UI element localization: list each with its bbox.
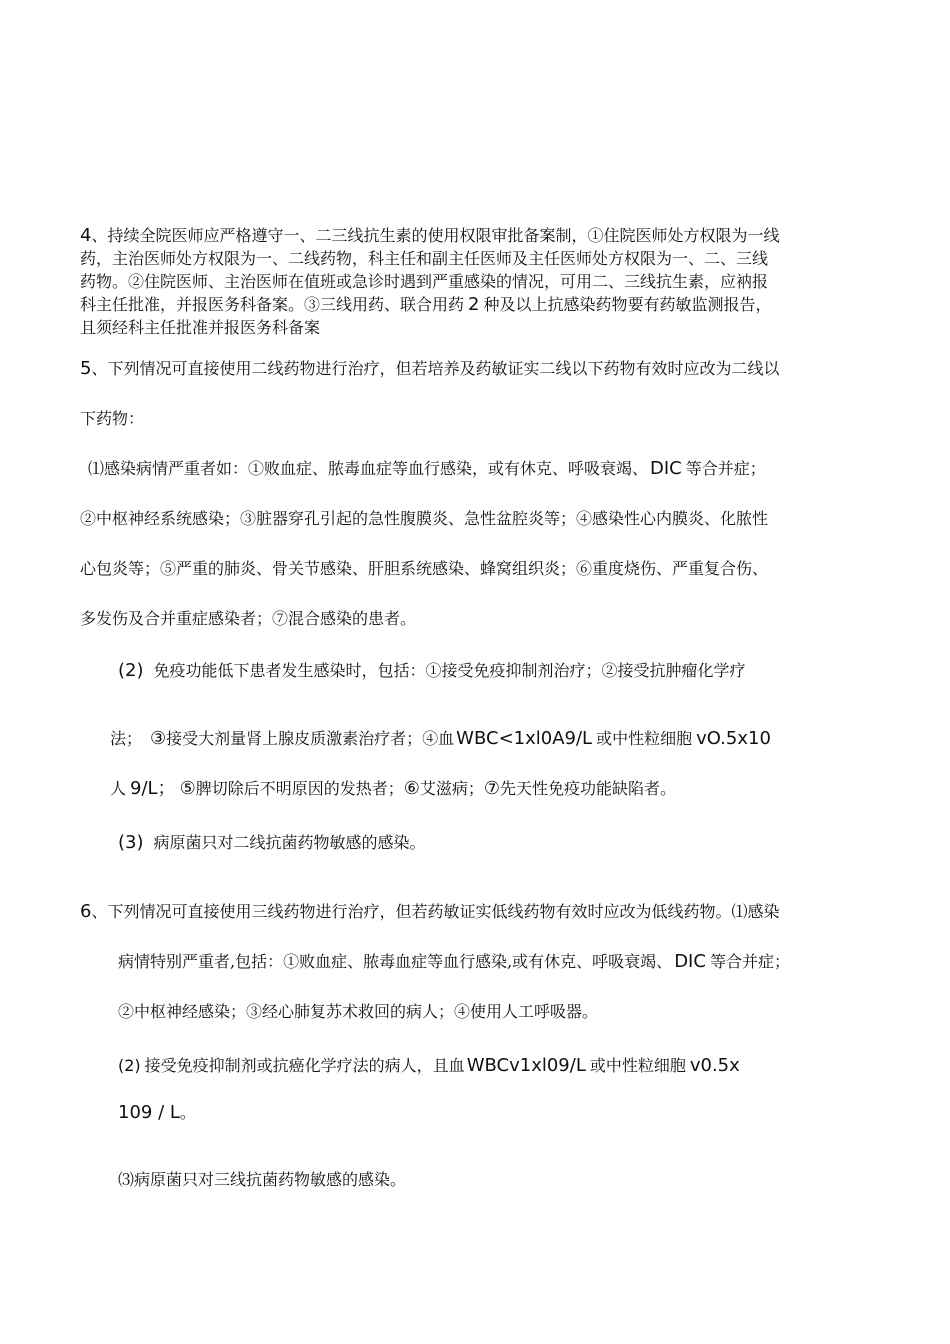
- section-5-item-2-l3e: ⑥: [403, 778, 420, 799]
- section-4-line-4-number: 2: [468, 294, 480, 315]
- section-5-item-1-dic: DIC: [650, 458, 682, 479]
- section-5-item-2-l2c: 接受大剂量肾上腺皮质激素治疗者；④血: [166, 729, 455, 748]
- section-5-text: 、下列情况可直接使用二线药物进行治疗，但若培养及药敏证实二线以下药物有效时应改为二线以: [91, 359, 780, 378]
- section-5-item-1-text: ⑴感染病情严重者如：①败血症、脓毒血症等血行感染，或有休克、呼吸衰竭、: [88, 459, 649, 478]
- section-5-item-1-line-2: ②中枢神经系统感染；③脏器穿孔引起的急性腹膜炎、急性盆腔炎等；④感染性心内膜炎、化脓性: [80, 509, 769, 528]
- section-4-text: 、持续全院医师应严格遵守一、二三线抗生素的使用权限审批备案制，①住院医师处方权限为一线: [91, 226, 780, 245]
- section-6-line-2-tail: 等合并症；: [709, 952, 790, 971]
- section-6-text: 、下列情况可直接使用三线药物进行治疗，但若药敏证实低线药物有效时应改为低线药物。⑴感染: [91, 902, 780, 921]
- section-5-item-2-l3a: 人: [110, 779, 127, 798]
- section-6-item-2-value: v0.5x: [689, 1055, 740, 1076]
- section-5-item-2-l2b: ③: [150, 728, 167, 749]
- section-6-item-2-unit: 109 / L: [118, 1102, 180, 1123]
- section-5-item-2-line-2: [110, 728, 771, 750]
- section-5-item-1-line-1: [88, 458, 766, 480]
- section-5-item-3-number: (3): [118, 832, 144, 853]
- section-4-line-3: 药物。②住院医师、主治医师在值班或急诊时遇到严重感染的情况，可用二、三线抗生素，应衲报: [80, 272, 769, 291]
- section-5-item-2-line-3: [110, 778, 676, 800]
- section-4-line-1: [80, 225, 779, 247]
- section-5-item-2-number: (2): [118, 660, 144, 681]
- section-6-line-2-text: 病情特别严重者,包括：①败血症、脓毒血症等血行感染,或有休克、呼吸衰竭、: [118, 952, 673, 971]
- section-5-item-2-l2f: vO.5x10: [696, 728, 771, 749]
- section-5-item-2-wbc: WBC<1xl0A9/L: [456, 728, 593, 749]
- section-4-line-4-tail: 种及以上抗感染药物要有药敏监测报告，: [483, 295, 772, 314]
- section-4-line-5: 且须经科主任批准并报医务科备案: [80, 318, 321, 337]
- section-6-line-2-dic: DIC: [674, 951, 706, 972]
- section-5-item-2-l3h: 先天性免疫功能缺陷者。: [500, 779, 677, 798]
- section-5-item-2-l3g: ⑦: [483, 778, 501, 799]
- section-6-line-1: [80, 901, 779, 923]
- section-5-line-1: [80, 358, 779, 380]
- section-6-item-3: ⑶病原菌只对三线抗菌药物敏感的感染。: [118, 1170, 407, 1189]
- section-5-item-2-line-1: [118, 660, 746, 682]
- section-6-item-2-wbc: WBCv1xl09/L: [466, 1055, 586, 1076]
- section-4-number: 4: [80, 225, 92, 246]
- section-5-item-3-text: 病原菌只对二线抗菌药物敏感的感染。: [153, 833, 426, 852]
- section-5-item-2-l3b: 9/L；: [130, 778, 176, 799]
- section-4-line-4-text: 科主任批准，并报医务科备案。③三线用药、联合用药: [80, 295, 465, 314]
- section-5-item-1-line-4: 多发伤及合并重症感染者；⑦混合感染的患者。: [80, 609, 417, 628]
- section-5-item-1-line-3: 心包炎等；⑤严重的肺炎、骨关节感染、肝胆系统感染、蜂窝组织炎；⑥重度烧伤、严重复合伤、: [80, 559, 769, 578]
- section-6-line-2: [118, 951, 790, 973]
- section-6-item-2-period: 。: [179, 1103, 196, 1122]
- section-6-item-2-line-2: [118, 1102, 196, 1124]
- section-5-item-2-l2e: 或中性粒细胞: [596, 729, 693, 748]
- section-6-item-2-number: (2): [118, 1056, 141, 1075]
- section-6-item-2-line-1: [118, 1055, 740, 1077]
- section-5-line-2: 下药物：: [80, 409, 145, 428]
- section-5-item-2-l3c: ⑤: [179, 778, 196, 799]
- section-6-line-3: ②中枢神经感染；③经心肺复苏术救回的病人；④使用人工呼吸器。: [118, 1002, 599, 1021]
- section-6-item-2-text-2: 或中性粒细胞: [589, 1056, 686, 1075]
- section-5-item-1-tail: 等合并症；: [685, 459, 766, 478]
- section-6-number: 6: [80, 901, 92, 922]
- section-5-item-2-l3f: 艾滋病；: [419, 779, 484, 798]
- section-6-item-2-text: 接受免疫抑制剂或抗癌化学疗法的病人，且血: [144, 1056, 465, 1075]
- section-5-number: 5: [80, 358, 92, 379]
- section-5-item-2-l3d: 脾切除后不明原因的发热者；: [195, 779, 404, 798]
- section-5-item-2-text: 免疫功能低下患者发生感染时，包括：①接受免疫抑制剂治疗；②接受抗肿瘤化学疗: [153, 661, 746, 680]
- section-5-item-3: [118, 832, 426, 854]
- section-4-line-2: 药，主治医师处方权限为一、二线药物，科主任和副主任医师及主任医师处方权限为一、二、三线: [80, 249, 769, 268]
- section-5-item-2-l2a: 法；: [110, 729, 143, 748]
- section-4-line-4: [80, 294, 771, 316]
